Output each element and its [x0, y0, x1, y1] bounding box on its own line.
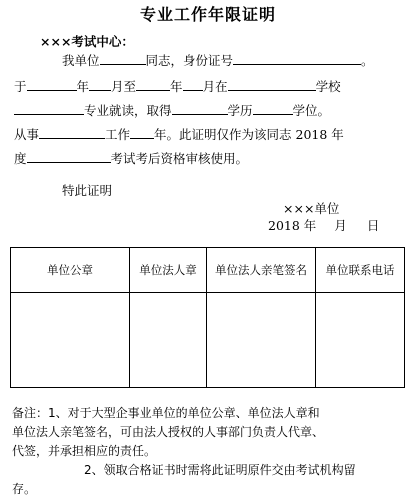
notes: [12, 404, 410, 499]
signature-organization: ×××单位: [283, 201, 340, 216]
body-line-2: 于 年 月至 年 月在 学校: [14, 79, 341, 94]
document-title: 专业工作年限证明: [139, 5, 276, 24]
table-row: [11, 293, 405, 388]
addressee: ×××考试中心：: [40, 34, 134, 49]
table-header-row: [11, 248, 405, 293]
legal-rep-seal-cell[interactable]: [130, 293, 207, 388]
id-number-blank[interactable]: [233, 52, 361, 65]
signature-table: [10, 247, 405, 388]
body-line-5: 度 考试考后资格审核使用。: [14, 151, 249, 166]
note-line-4: 2、领取合格证书时需将此证明原件交由考试机构留: [84, 463, 356, 477]
end-year-blank[interactable]: [136, 78, 170, 91]
header-unit-seal: 单位公章: [11, 248, 130, 293]
signature-date: 2018 年 月 日: [268, 218, 380, 233]
start-year-blank[interactable]: [27, 78, 77, 91]
school-blank[interactable]: [228, 78, 316, 91]
closing-text: 特此证明: [62, 183, 113, 198]
body-line-1: 我单位 同志，身份证号 。: [62, 53, 374, 68]
header-legal-rep-seal: 单位法人章: [130, 248, 207, 293]
degree-blank[interactable]: [253, 102, 293, 115]
work-years-blank[interactable]: [130, 126, 154, 139]
education-blank[interactable]: [172, 102, 228, 115]
work-type-blank[interactable]: [39, 126, 105, 139]
end-month-blank[interactable]: [183, 78, 203, 91]
note-line-1: 备注：1、对于大型企事业单位的单位公章、单位法人章和: [12, 406, 320, 420]
body-line-4: 从事 工作 年。此证明仅作为该同志 2018 年: [14, 127, 344, 142]
header-unit-phone: 单位联系电话: [316, 248, 405, 293]
exam-name-blank[interactable]: [27, 150, 111, 163]
note-line-2: 单位法人亲笔签名，可由法人授权的人事部门负责人代章、: [12, 425, 325, 439]
start-month-blank[interactable]: [89, 78, 111, 91]
header-legal-rep-signature: 单位法人亲笔签名: [207, 248, 316, 293]
major-blank[interactable]: [14, 102, 84, 115]
unit-seal-cell[interactable]: [11, 293, 130, 388]
legal-rep-signature-cell[interactable]: [207, 293, 316, 388]
unit-phone-cell[interactable]: [316, 293, 405, 388]
note-line-5: 存。: [12, 482, 37, 496]
note-line-3: 代签，并承担相应的责任。: [12, 444, 157, 458]
name-blank[interactable]: [100, 52, 146, 65]
body-line-3: 专业就读，取得 学历 学位。: [14, 102, 330, 119]
